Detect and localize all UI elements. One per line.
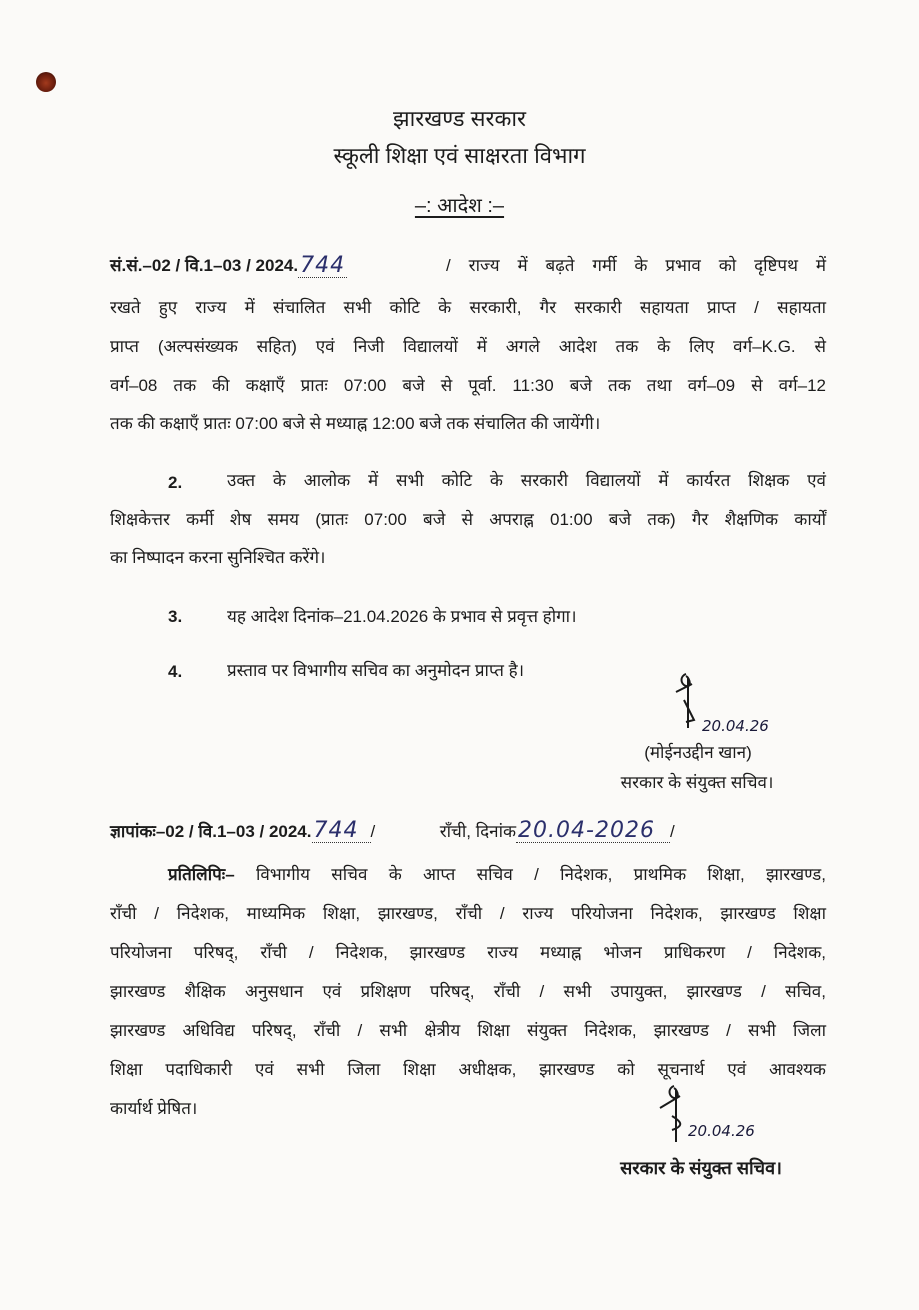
para1-line-2: रखते हुए राज्य में संचालित सभी कोटि के सरकारी, गैर सरकारी सहायता प्राप्त / सहायता [110,298,826,317]
para4-number: 4. [168,662,183,681]
copy-to-line-5: झारखण्ड अधिविद्य परिषद्, राँची / सभी क्षेत्रीय शिक्षा संयुक्त निदेशक, झारखण्ड / सभी जिला [110,1021,826,1040]
para2-line-3: का निष्पादन करना सुनिश्चित करेंगे। [110,548,326,567]
copy-to-label: प्रतिलिपिः– [168,865,235,884]
para2-line-2: शिक्षकेत्तर कर्मी शेष समय (प्रातः 07:00 बजे से अपराह्न 01:00 बजे तक) गैर शैक्षणिक कार्यों [110,510,826,529]
order-heading-text: –: आदेश :– [414,195,505,217]
para1-line-4: वर्ग–08 तक की कक्षाएँ प्रातः 07:00 बजे से पूर्वा. 11:30 बजे तक तथा वर्ग–09 से वर्ग–12 [110,376,826,395]
stamp-mark-icon [36,72,56,92]
copy-to-line-7: कार्यार्थ प्रेषित। [110,1099,198,1118]
para1-line-5: तक की कक्षाएँ प्रातः 07:00 बजे से मध्याह्न 12:00 बजे तक संचालित की जायेंगी। [110,414,601,433]
para3-number: 3. [168,607,183,626]
memo-date: 20.04-2026 [516,820,670,843]
memo-ref-number: 744 [312,820,371,843]
copy-to-text-1: विभागीय सचिव के आप्त सचिव / निदेशक, प्राथमिक शिक्षा, झारखण्ड, [255,865,826,884]
signature2-date: 20.04.26 [688,1122,755,1140]
copy-to-line-1 [168,864,826,886]
para2-line-1: उक्त के आलोक में सभी कोटि के सरकारी विद्यालयों में कार्यरत शिक्षक एवं [227,471,826,490]
government-title: झारखण्ड सरकार [392,106,527,131]
copy-to-line-4: झारखण्ड शैक्षिक अनुसधान एवं प्रशिक्षण परिषद्, राँची / सभी उपायुक्त, झारखण्ड / सचिव, [110,982,826,1001]
order-ref-number: 744 [300,253,346,278]
signatory2-designation: सरकार के संयुक्त सचिव। [620,1158,782,1178]
memo-place-date-label: राँची, दिनांक [439,822,517,841]
order-ref-line [110,255,826,278]
signatory-designation: सरकार के संयुक्त सचिव। [620,773,774,792]
copy-to-line-3: परियोजना परिषद्, राँची / निदेशक, झारखण्ड राज्य मध्याह्न भोजन प्राधिकरण / निदेशक, [110,943,826,962]
memo-ref-suffix: / [370,822,376,841]
copy-to-line-6: शिक्षा पदाधिकारी एवं सभी जिला शिक्षा अधीक्षक, झारखण्ड को सूचनार्थ एवं आवश्यक [110,1060,826,1079]
para4-text: प्रस्ताव पर विभागीय सचिव का अनुमोदन प्राप्त है। [227,661,525,680]
signatory-name: (मोईनउद्दीन खान) [644,743,752,762]
para1-line-1: / राज्य में बढ़ते गर्मी के प्रभाव को दृष्टिपथ में [446,256,826,275]
department-title: स्कूली शिक्षा एवं साक्षरता विभाग [333,143,586,168]
memo-date-suffix: / [670,822,675,841]
para1-line-3: प्राप्त (अल्पसंख्यक सहित) एवं निजी विद्यालयों में अगले आदेश तक के लिए वर्ग–K.G. से [110,337,826,356]
signature1-date: 20.04.26 [702,717,769,735]
memo-line [110,820,826,843]
para3-text: यह आदेश दिनांक–21.04.2026 के प्रभाव से प्रवृत्त होगा। [227,607,577,626]
order-ref-prefix: सं.सं.–02 / वि.1–03 / 2024. [110,256,299,275]
copy-to-line-2: राँची / निदेशक, माध्यमिक शिक्षा, झारखण्ड, राँची / राज्य परियोजना निदेशक, झारखण्ड शिक्षा [110,904,826,923]
order-heading [0,191,919,218]
memo-ref-prefix: ज्ञापांकः–02 / वि.1–03 / 2024. [110,822,312,841]
para2-number: 2. [168,473,183,492]
